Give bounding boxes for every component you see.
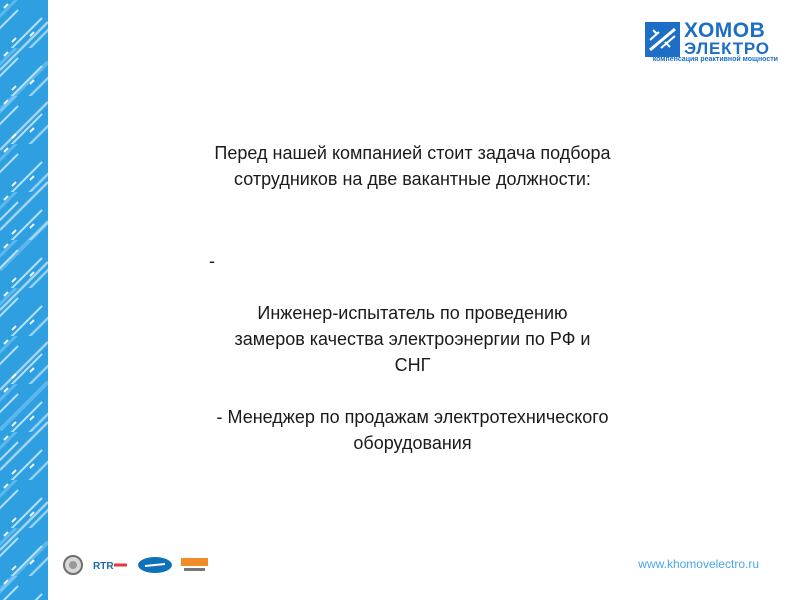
brand-tagline: компенсация реактивной мощности [652,56,778,63]
sidebar-pattern [0,0,48,600]
slide-content [150,140,675,456]
orange-brand-logo [178,553,211,577]
paragraph-spacing [150,378,675,404]
brand-name-line-1: ХОМОВ [684,19,766,42]
rtr-logo [89,553,131,577]
partner-seal-logo [62,553,84,577]
company-logo [645,19,778,66]
logo-mark-graphic [645,22,680,57]
list-dash: - [209,251,215,271]
lightning-bolt-icon [645,22,680,57]
vacancy-engineer-tester [150,248,675,378]
vacancy-engineer-text: Инженер-испытатель по проведению замеров качества электроэнергии по РФ и СНГ [234,303,591,375]
partner-logos [62,553,212,577]
decorative-sidebar [0,0,48,600]
vacancy-intro: Перед нашей компанией стоит задача подбора сотрудников на две вакантные должности: [214,143,611,189]
svg-text:RTR: RTR [93,561,114,572]
company-website-link[interactable]: www.khomovelectro.ru [638,557,759,571]
blue-oval-logo [135,553,175,577]
paragraph-spacing [150,192,675,248]
vacancy-sales-manager: - Менеджер по продажам электротехнического оборудования [216,407,609,453]
brand-name-line-2: ЭЛЕКТРО [684,39,770,58]
